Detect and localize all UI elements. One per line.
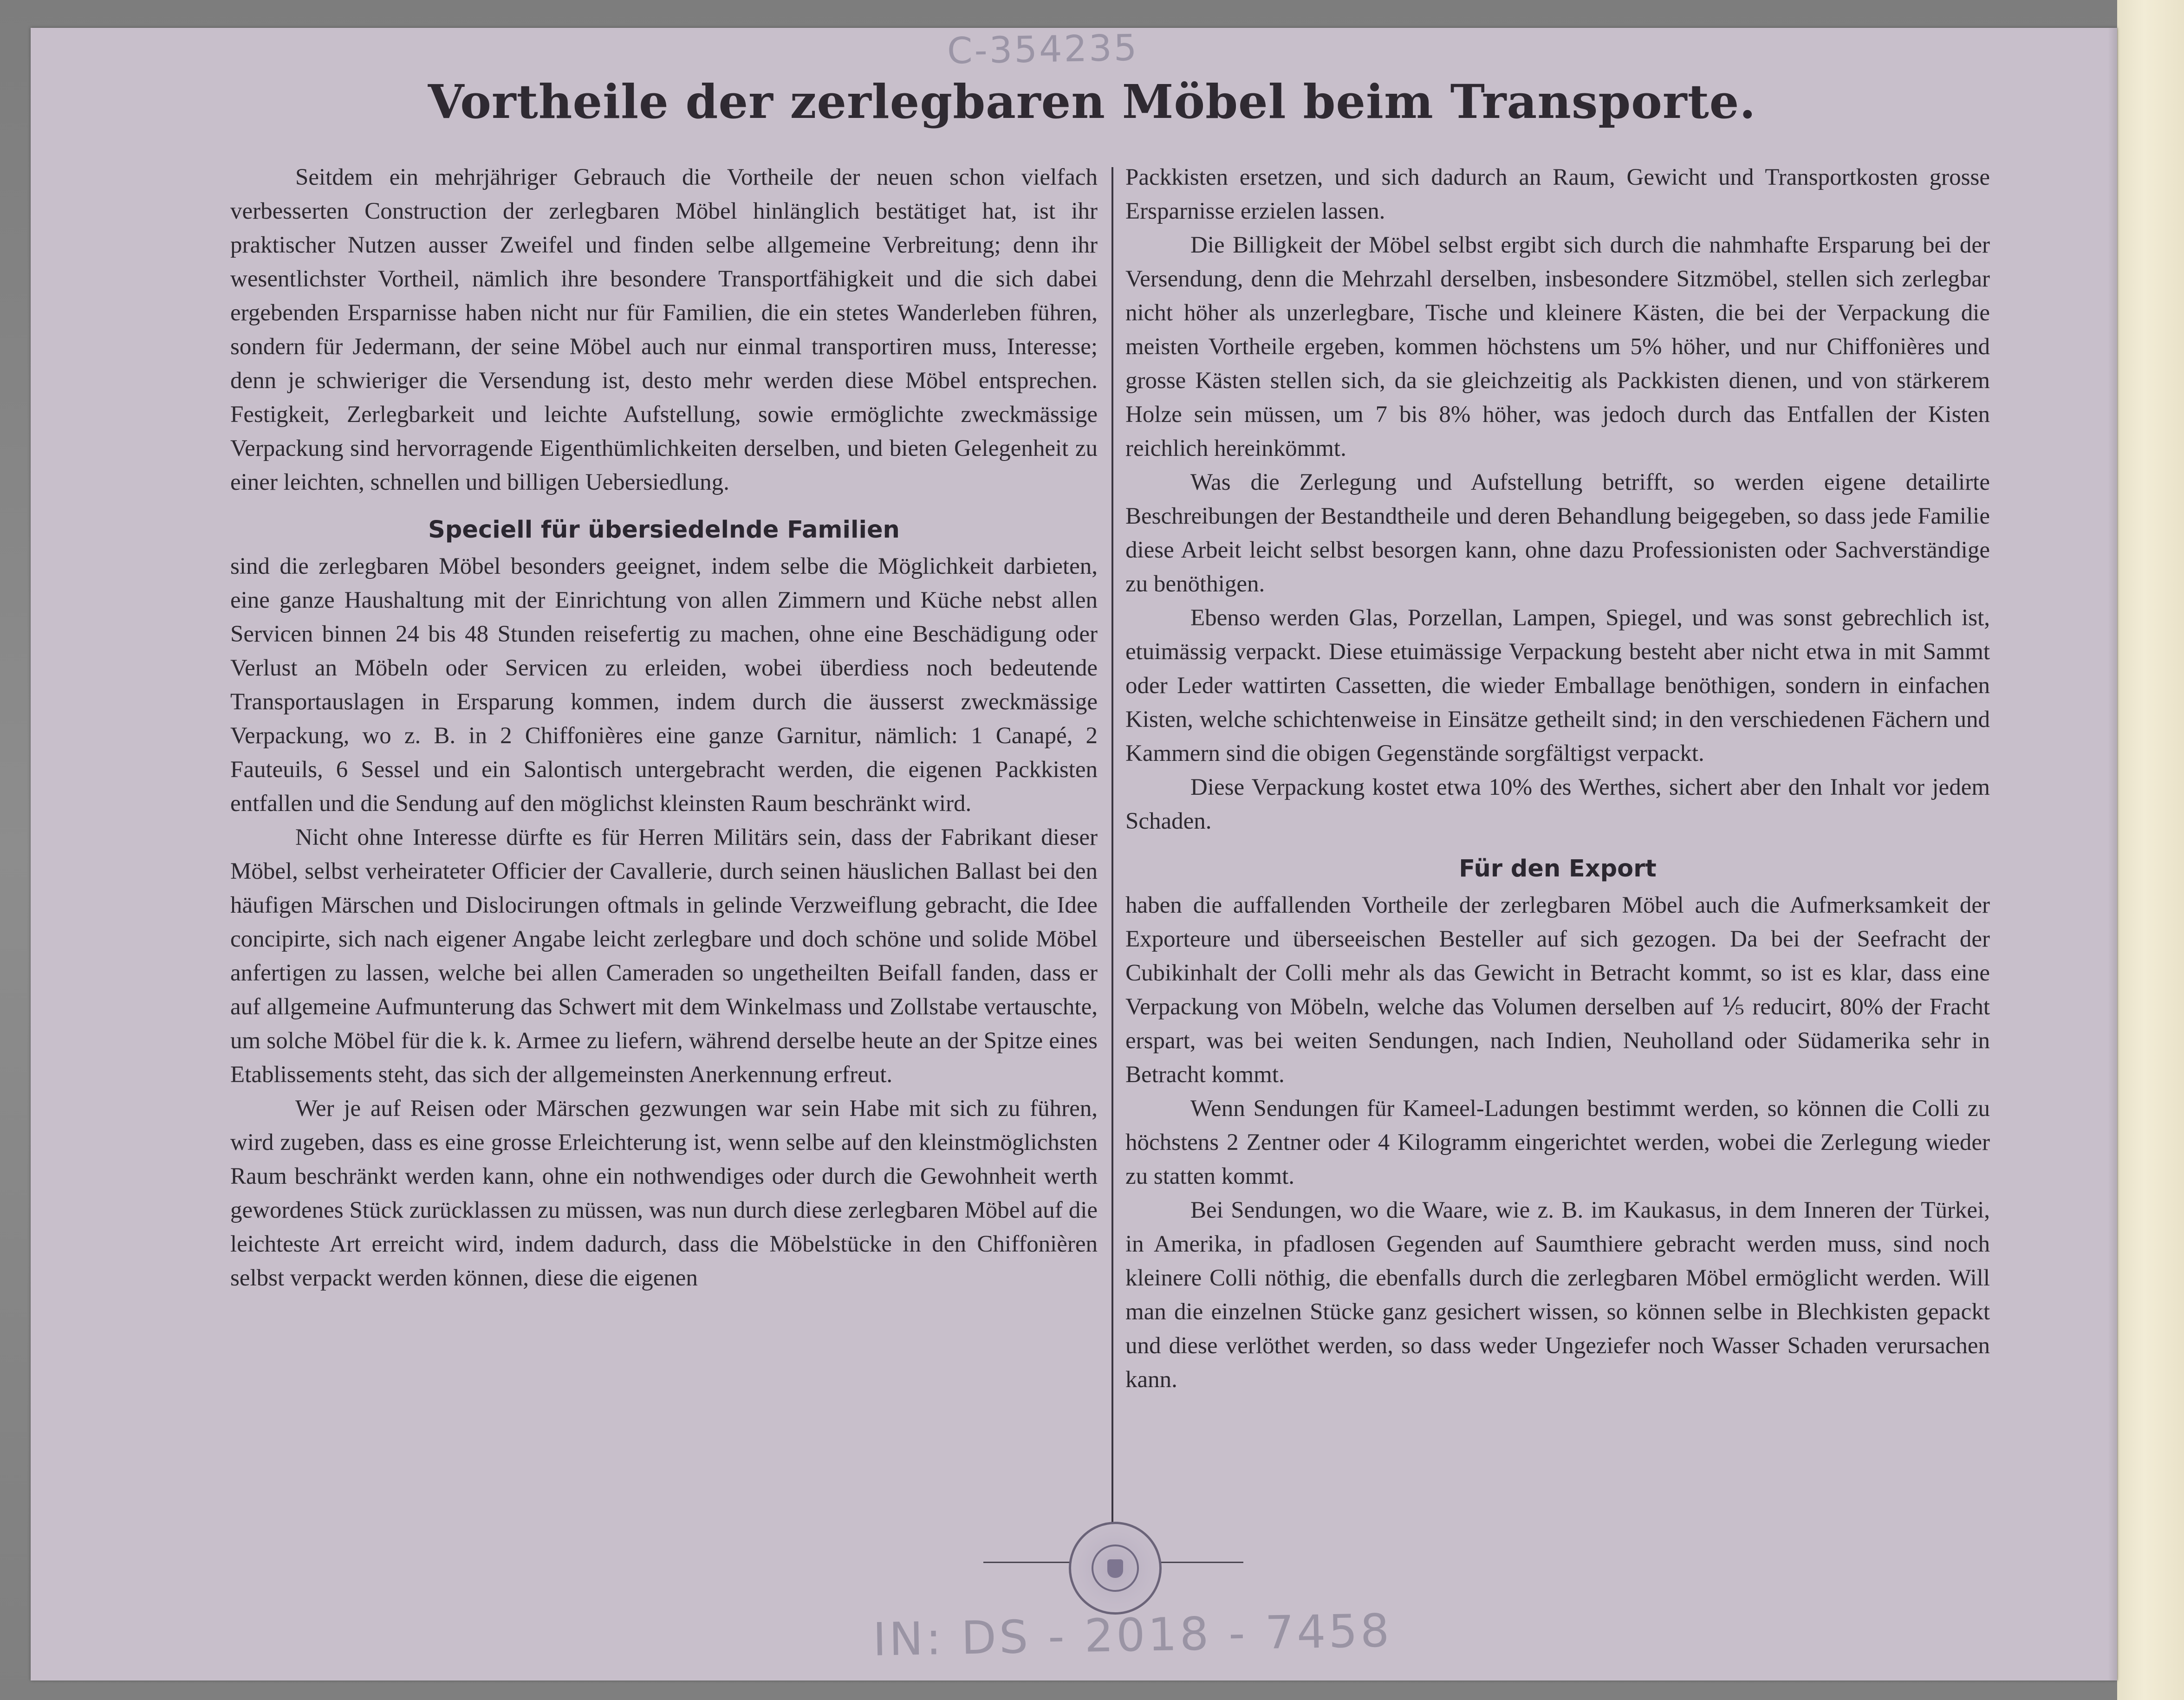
left-paragraph-4: Wer je auf Reisen oder Märschen gezwungen war sein Habe mit sich zu führen, wird zugeben, dass es eine grosse Erleichterung ist, wenn selbe auf den kleinstmöglichsten Raum beschränkt werden kann, ohne ein nothwendiges oder durch die Gewohnheit werth gewordenes Stück zurücklassen zu müssen, was nun durch diese zerlegbaren Möbel auf die leichteste Art erreicht wird, indem dadurch, dass die Möbelstücke in den Chiffonièren selbst verpackt werden können, diese die eigenen [230, 1096, 1098, 1291]
sheet-edge-shadow [2108, 28, 2118, 1681]
right-paragraph-5: Diese Verpackung kostet etwa 10% des Werthes, sichert aber den Inhalt vor jedem Schaden. [1125, 774, 1990, 834]
scan-edge-strip [2117, 0, 2184, 1700]
column-divider [1112, 167, 1113, 1536]
left-column [230, 161, 1098, 1295]
catalog-mark-bottom: IN: DS - 2018 - 7458 [872, 1604, 1393, 1667]
left-paragraph-3: Nicht ohne Interesse dürfte es für Herren Militärs sein, dass der Fabrikant dieser Möbel, selbst verheirateter Officier der Cavallerie, durch seinen häuslichen Ballast bei den häufigen Märschen und Dislocirungen oftmals in gelinde Verzweiflung gebracht, die Idee concipirte, sich nach eigener Angabe leicht zerlegbare und doch schöne und solide Möbel anfertigen zu lassen, welche bei allen Cameraden so ungetheilten Beifall fanden, dass er auf allgemeine Aufmunterung das Schwert mit dem Winkelmass und Zollstabe vertauschte, um solche Möbel für die k. k. Armee zu liefern, während derselbe heute an der Spitze eines Etablissements steht, das sich der allgemeinsten Anerkennung erfreut. [230, 824, 1098, 1088]
right-section-heading: Für den Export [1459, 855, 1657, 882]
right-paragraph-3: Was die Zerlegung und Aufstellung betrifft, so werden eigene detailirte Beschreibungen der Bestandtheile und deren Behandlung beigegeben, so dass jede Familie diese Arbeit leicht selbst besorgen kann, ohne dazu Professionisten oder Sachverständige zu benöthigen. [1125, 469, 1990, 597]
stamp-inner-ring [1092, 1544, 1139, 1592]
left-section-heading: Speciell für übersiedelnde Familien [428, 516, 900, 544]
right-column [1125, 161, 1990, 1397]
right-paragraph-1: Packkisten ersetzen, und sich dadurch an Raum, Gewicht und Transportkosten grosse Ersparnisse erzielen lassen. [1125, 164, 1990, 224]
left-paragraph-1: Seitdem ein mehrjähriger Gebrauch die Vortheile der neuen schon vielfach verbesserten Construction der zerlegbaren Möbel hinlänglich bestätiget hat, ist ihr praktischer Nutzen ausser Zweifel und finden selbe allgemeine Verbreitung; denn ihr wesentlichster Vortheil, nämlich ihre besondere Transportfähigkeit und die sich dabei ergebenden Ersparnisse haben nicht nur für Familien, die ein stetes Wanderleben führen, sondern für Jedermann, der seine Möbel auch nur einmal transportiren muss, Interesse; denn je schwieriger die Versendung ist, desto mehr werden diese Möbel entsprechen. Festigkeit, Zerlegbarkeit und leichte Aufstellung, sowie ermöglichte zweckmässige Verpackung sind hervorragende Eigenthümlichkeiten derselben, und bieten Gelegenheit zu einer leichten, schnellen und billigen Uebersiedlung. [230, 164, 1098, 495]
library-stamp-icon [1069, 1522, 1162, 1615]
right-paragraph-7: Wenn Sendungen für Kameel-Ladungen bestimmt werden, so können die Colli zu höchstens 2 Zentner oder 4 Kilogramm eingerichtet werden, wobei die Zerlegung wieder zu statten kommt. [1125, 1096, 1990, 1189]
document-title: Vortheile der zerlegbaren Möbel beim Transporte. [428, 74, 1756, 129]
right-paragraph-8: Bei Sendungen, wo die Waare, wie z. B. im Kaukasus, in dem Inneren der Türkei, in Amerika, in pfadlosen Gegenden auf Saumthiere gebracht werden muss, sind noch kleinere Colli nöthig, die ebenfalls durch die zerlegbaren Möbel ermöglicht werden. Will man die einzelnen Stücke ganz gesichert wissen, so können selbe in Blechkisten gepackt und diese verlöthet werden, so dass weder Ungeziefer noch Wasser Schaden verursachen kann. [1125, 1197, 1990, 1393]
stamp-crest-icon [1107, 1559, 1123, 1578]
right-paragraph-6: haben die auffallenden Vortheile der zerlegbaren Möbel auch die Aufmerksamkeit der Exporteure und überseeischen Besteller auf sich gezogen. Da bei der Seefracht der Cubikinhalt der Colli mehr als das Gewicht in Betracht kommt, so ist es klar, dass eine Verpackung von Möbeln, welche das Volumen derselben auf ⅕ reducirt, 80% der Fracht erspart, was bei weiten Sendungen, nach Indien, Neuholland oder Südamerika sehr in Betracht kommt. [1125, 892, 1990, 1088]
left-paragraph-2: sind die zerlegbaren Möbel besonders geeignet, indem selbe die Möglichkeit darbieten, eine ganze Haushaltung mit der Einrichtung von allen Zimmern und Küche nebst allen Servicen binnen 24 bis 48 Stunden reisefertig zu machen, ohne eine Beschädigung oder Verlust an Möbeln oder Servicen zu erleiden, wobei überdiess noch bedeutende Transportauslagen in Ersparung kommen, indem durch die äusserst zweckmässige Verpackung, wo z. B. in 2 Chiffonières eine ganze Garnitur, nämlich: 1 Canapé, 2 Fauteuils, 6 Sessel und ein Salontisch untergebracht werden, die eigenen Packkisten entfallen und die Sendung auf den möglichst kleinsten Raum beschränkt wird. [230, 553, 1098, 817]
catalog-mark-top: C-354235 [947, 27, 1139, 72]
right-paragraph-4: Ebenso werden Glas, Porzellan, Lampen, Spiegel, und was sonst gebrechlich ist, etuimässig verpackt. Diese etuimässige Verpackung besteht aber nicht etwa in mit Sammt oder Leder wattirten Cassetten, die wieder Emballage benöthigen, sondern in einfachen Kisten, welche schichtenweise in Einsätze getheilt sind; in den verschiedenen Fächern und Kammern sind die obigen Gegenstände sorgfältigst verpackt. [1125, 605, 1990, 766]
right-paragraph-2: Die Billigkeit der Möbel selbst ergibt sich durch die nahmhafte Ersparung bei der Versendung, denn die Mehrzahl derselben, insbesondere Sitzmöbel, stellen sich zerlegbar nicht höher als unzerlegbare, Tische und kleinere Kästen, die bei der Verpackung die meisten Vortheile ergeben, kommen höchstens um 5% höher, und nur Chiffonières und grosse Kästen stellen sich, da sie gleichzeitig als Packkisten dienen, und von stärkerem Holze sein müssen, um 7 bis 8% höher, was jedoch durch das Entfallen der Kisten reichlich hereinkömmt. [1125, 232, 1990, 461]
